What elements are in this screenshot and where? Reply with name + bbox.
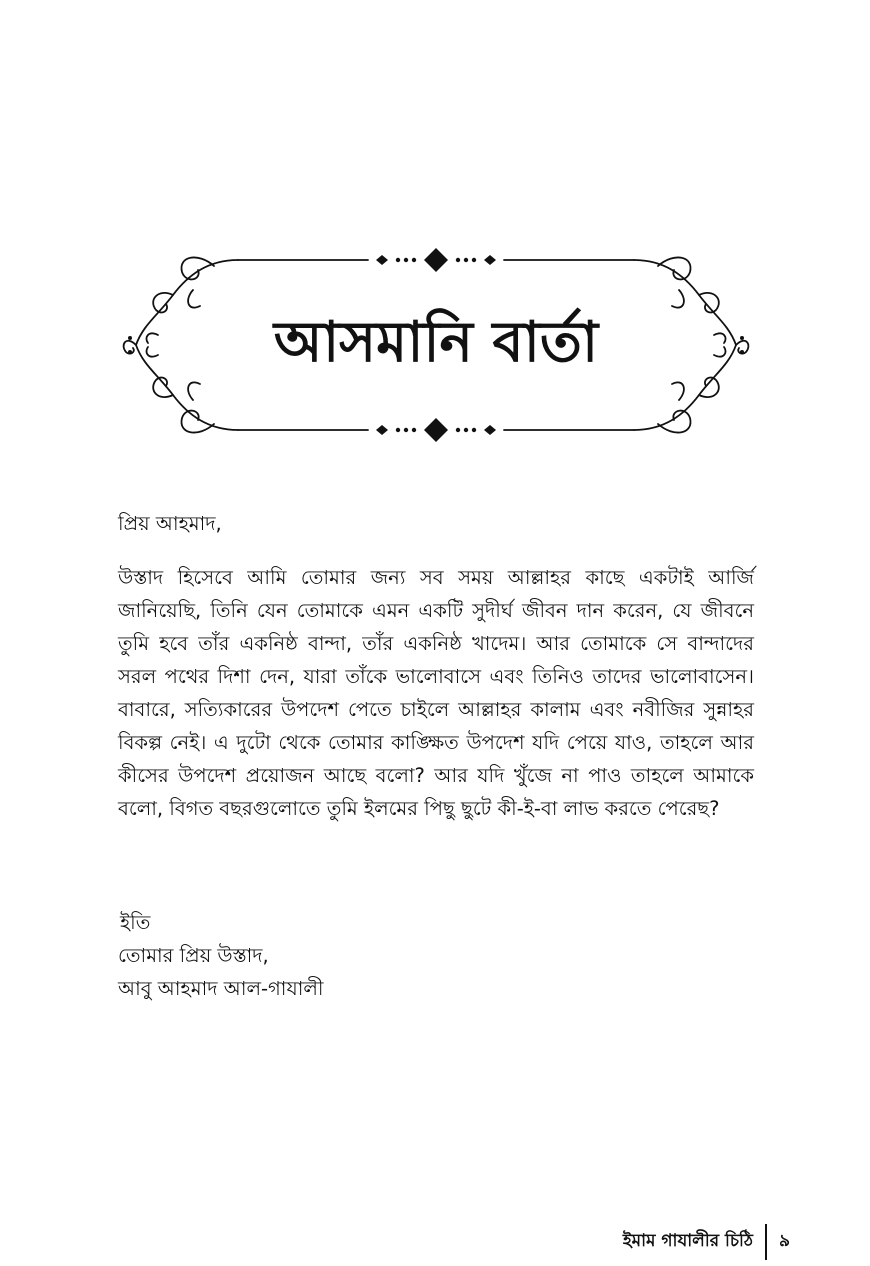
footer-divider <box>765 1224 767 1260</box>
footer-page-number: ৯ <box>778 1231 790 1251</box>
closing-line-1: তোমার প্রিয় উস্তাদ, <box>118 944 269 967</box>
page-title: আসমানি বার্তা <box>273 309 599 375</box>
page-footer <box>623 1224 790 1260</box>
letter <box>118 507 754 825</box>
closing-signature: আবু আহমাদ আল-গাযালী <box>118 977 324 1000</box>
letter-closing <box>118 906 323 1005</box>
title-ornament-frame <box>118 240 754 450</box>
letter-salutation: প্রিয় আহমাদ, <box>118 512 222 535</box>
letter-body: উস্তাদ হিসেবে আমি তোমার জন্য সব সময় আল্লাহর কাছে একটাই আর্জি জানিয়েছি, তিনি যেন তোমাকে এমন একটি সুদীর্ঘ জীবন দান করেন, যে জীবনে তুমি হবে তাঁর একনিষ্ঠ বান্দা, তাঁর একনিষ্ঠ খাদেম। আর তোমাকে সে বান্দাদের সরল পথের দিশা দেন, যারা তাঁকে ভালোবাসে এবং তিনিও তাদের ভালোবাসেন। বাবারে, সত্যিকারের উপদেশ পেতে চাইলে আল্লাহর কালাম এবং নবীজির সুন্নাহর বিকল্প নেই। এ দুটো থেকে তোমার কাঙ্ক্ষিত উপদেশ যদি পেয়ে যাও, তাহলে আর কীসের উপদেশ প্রয়োজন আছে বলো? আর যদি খুঁজে না পাও তাহলে আমাকে বলো, বিগত বছরগুলোতে তুমি ইলমের পিছু ছুটে কী-ই-বা লাভ করতে পেরেছ? <box>118 566 754 820</box>
closing-iti: ইতি <box>120 911 151 934</box>
footer-book-title: ইমাম গাযালীর চিঠি <box>622 1231 753 1251</box>
